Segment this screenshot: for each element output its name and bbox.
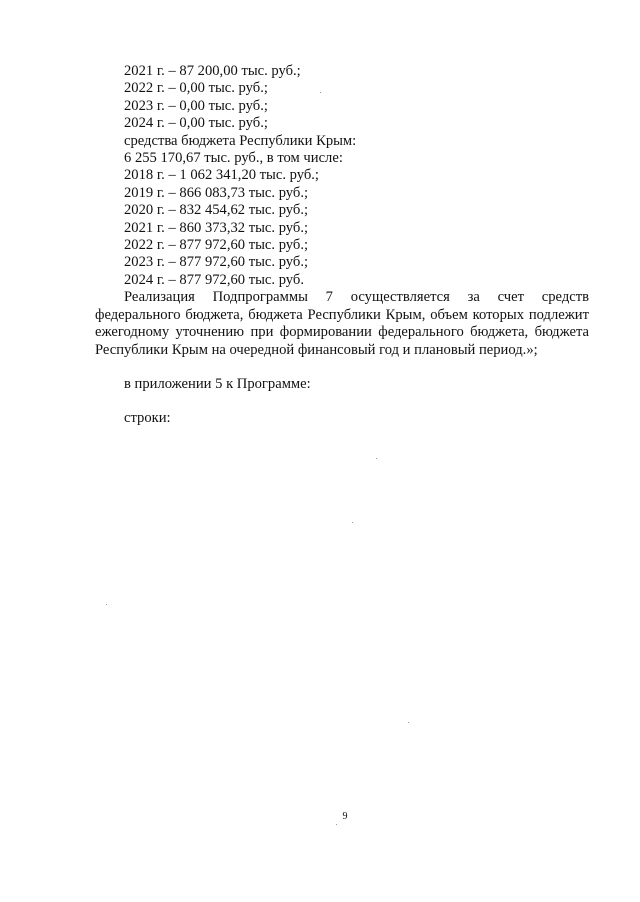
- crimea-budget-total: 6 255 170,67 тыс. руб., в том числе:: [124, 150, 343, 167]
- paragraph-line-1: Реализация Подпрограммы 7 осуществляется за счет средств: [124, 289, 589, 306]
- scan-speck: [106, 604, 107, 605]
- spacer: [95, 359, 589, 376]
- funding-line-2021-federal: 2021 г. – 87 200,00 тыс. руб.;: [124, 63, 301, 79]
- funding-line-2024-crimea: 2024 г. – 877 972,60 тыс. руб.: [124, 271, 304, 288]
- funding-line-2019-crimea: 2019 г. – 866 083,73 тыс. руб.;: [124, 184, 309, 201]
- scan-speck: [408, 722, 409, 723]
- funding-line-2022-crimea: 2022 г. – 877 972,60 тыс. руб.;: [124, 237, 309, 254]
- scan-speck: [320, 92, 321, 93]
- page-number: 9: [342, 811, 348, 822]
- funding-line-2021-crimea: 2021 г. – 860 373,32 тыс. руб.;: [124, 219, 309, 236]
- funding-line-2018-crimea: 2018 г. – 1 062 341,20 тыс. руб.;: [124, 167, 319, 184]
- scan-speck: [352, 522, 353, 523]
- funding-line-2024-federal: 2024 г. – 0,00 тыс. руб.;: [124, 115, 268, 132]
- paragraph-line-3: ежегодному уточнению при формировании федерального бюджета, бюджета: [95, 324, 589, 341]
- funding-line-2023-federal: 2023 г. – 0,00 тыс. руб.;: [124, 97, 268, 114]
- appendix-reference: в приложении 5 к Программе:: [124, 375, 311, 392]
- rows-label: строки:: [124, 410, 171, 427]
- spacer: [95, 393, 589, 410]
- funding-line-2023-crimea: 2023 г. – 877 972,60 тыс. руб.;: [124, 254, 309, 271]
- implementation-paragraph: [95, 289, 589, 359]
- funding-line-2020-crimea: 2020 г. – 832 454,62 тыс. руб.;: [124, 202, 309, 219]
- scan-speck: [376, 458, 377, 459]
- document-body: [95, 63, 589, 428]
- funding-line-2022-federal: 2022 г. – 0,00 тыс. руб.;: [124, 80, 268, 97]
- scan-speck: [336, 824, 337, 825]
- crimea-budget-heading: средства бюджета Республики Крым:: [124, 132, 357, 149]
- paragraph-line-4: Республики Крым на очередной финансовый год и плановый период.»;: [95, 341, 538, 358]
- paragraph-line-2: федерального бюджета, бюджета Республики Крым, объем которых подлежит: [95, 306, 589, 323]
